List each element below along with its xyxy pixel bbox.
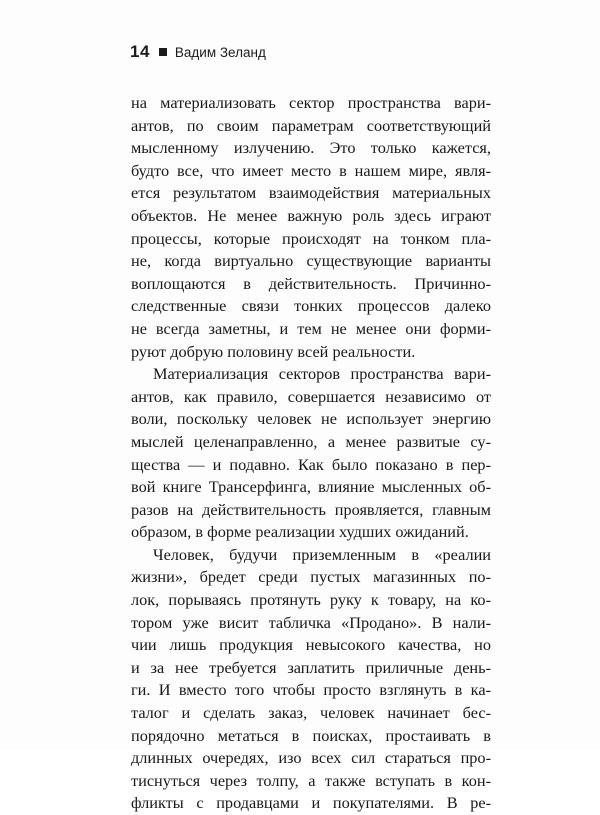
text-line: Материализация секторов пространства вари- [153, 364, 491, 384]
text-line: процессы, которые происходят на тонком пла- [131, 228, 491, 248]
text-line: лок, порываясь протянуть руку к товару, на ко- [131, 590, 491, 610]
square-bullet-icon [159, 48, 167, 56]
text-line: щества — и подавно. Как было показано в пер- [131, 454, 491, 474]
text-line: и за нее требуется заплатить приличные день- [131, 657, 491, 677]
paragraph [131, 92, 491, 363]
text-line: Человек, будучи приземленным в «реалии [153, 544, 491, 564]
author-name: Вадим Зеланд [174, 44, 266, 60]
body-text [131, 92, 491, 815]
text-line: образом, в форме реализации худших ожиданий. [131, 522, 469, 542]
text-line: следственные связи тонких процессов далеко [131, 296, 491, 316]
text-line: длинных очередях, изо всех сил стараться про- [131, 748, 491, 768]
text-line: тором уже висит табличка «Продано». В нали- [131, 612, 491, 632]
text-line: на материализовать сектор пространства вари- [131, 93, 491, 112]
text-line: не всегда заметны, и тем не менее они форми- [131, 318, 491, 338]
text-line: порядочно метаться в поисках, простаивать в [131, 725, 491, 745]
text-line: разов на действительность проявляется, главным [131, 499, 491, 519]
text-line: антов, как правило, совершается независимо от [131, 386, 491, 406]
text-line: чии лишь продукция невысокого качества, но [131, 635, 491, 655]
text-line: мысленному излучению. Это только кажется, [131, 138, 491, 158]
running-head [130, 41, 266, 63]
text-line: ги. И вместо того чтобы просто взглянуть в ка- [131, 680, 491, 700]
text-line: талог и сделать заказ, человек начинает бес- [131, 703, 491, 723]
text-line: тиснуться через толпу, а также вступать в кон- [131, 770, 491, 790]
text-line: вой книге Трансерфинга, влияние мысленных об- [131, 477, 491, 497]
page-number: 14 [130, 42, 150, 61]
text-line: антов, по своим параметрам соответствующий [131, 115, 491, 135]
text-line: жизни», бредет среди пустых магазинных по- [131, 567, 491, 587]
text-line: воли, поскольку человек не использует энергию [131, 409, 491, 429]
text-line: фликты с продавцами и покупателями. В ре- [131, 793, 491, 813]
paragraph [131, 363, 491, 544]
text-line: не, когда виртуально существующие варианты [131, 251, 491, 271]
paragraph [131, 544, 491, 815]
text-line: воплощаются в действительность. Причинно- [131, 273, 491, 293]
text-line: объектов. Не менее важную роль здесь играют [131, 205, 491, 225]
text-line: руют добрую половину всей реальности. [131, 341, 416, 361]
text-line: мыслей целенаправленно, а менее развитые су- [131, 431, 491, 451]
text-line: ется результатом взаимодействия материальных [131, 183, 491, 203]
text-line: будто все, что имеет место в нашем мире, явля- [131, 160, 491, 180]
